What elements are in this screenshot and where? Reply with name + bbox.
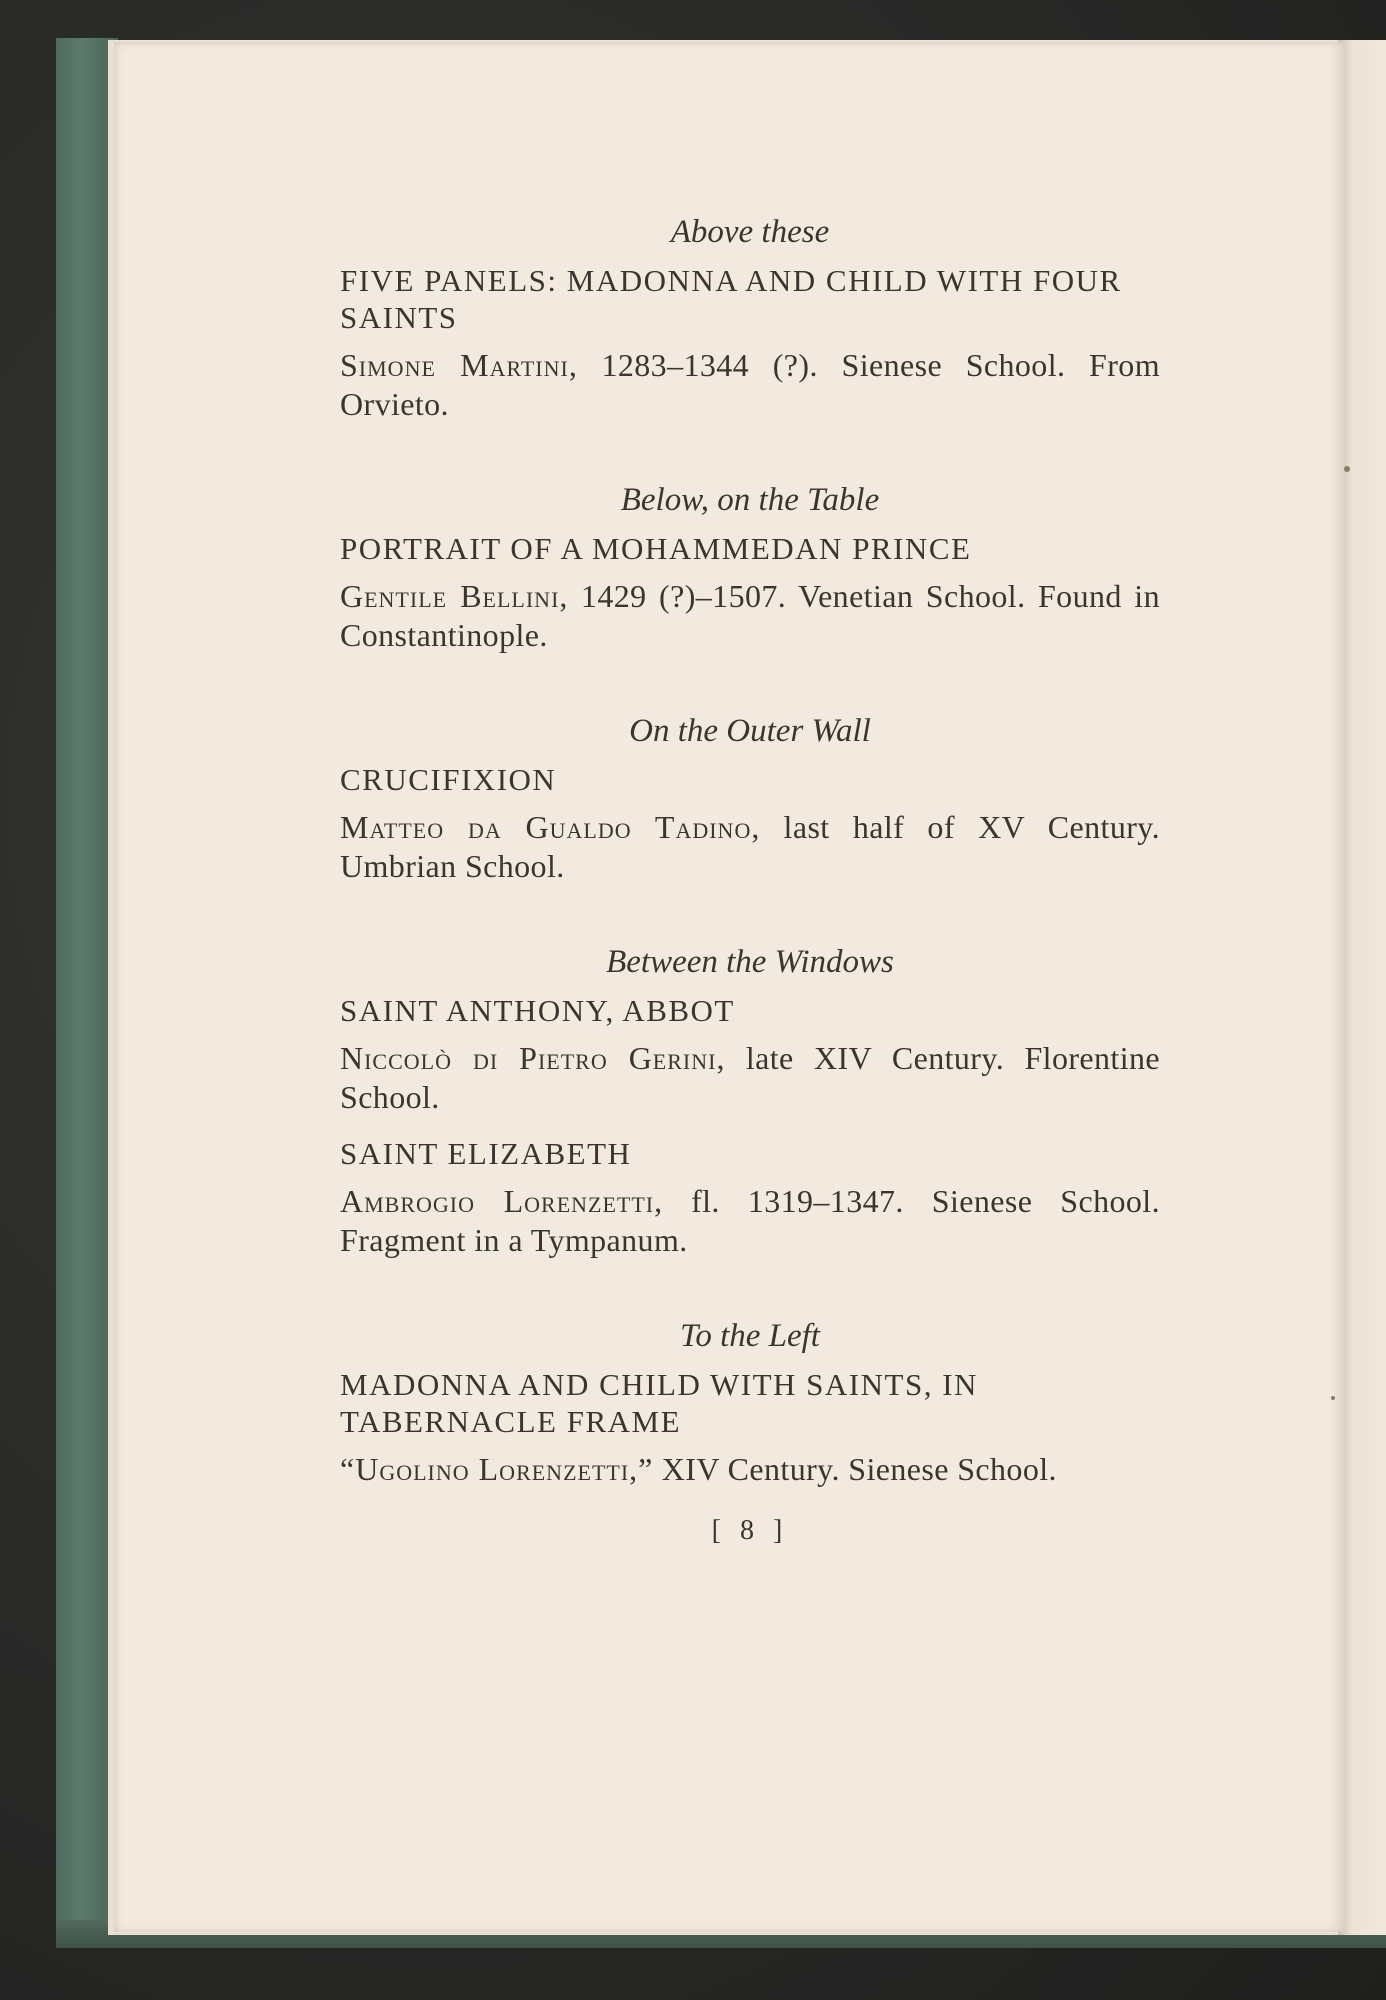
artwork-attribution [340,1182,1160,1260]
artwork-attribution [340,808,1160,886]
page-number: [ 8 ] [711,1515,789,1546]
paper-speck [1344,466,1350,472]
artist-name: Matteo da Gualdo Tadino, [340,809,761,845]
section-heading: Between the Windows [606,944,894,980]
section-heading: Above these [670,214,830,250]
artwork-title: MADONNA AND CHILD WITH SAINTS, IN TABERNACLE FRAME [340,1367,978,1439]
artwork-attribution [340,1039,1160,1117]
artist-name: Ambrogio Lorenzetti, [340,1183,664,1219]
artist-name: Gentile Bellini, [340,578,569,614]
artwork-details: fl. 1319–1347. Sienese School. Fragment in a Tympanum. [340,1183,1160,1258]
artwork-title: PORTRAIT OF A MOHAMMEDAN PRINCE [340,531,972,566]
artwork-attribution [340,577,1160,655]
section-heading: To the Left [680,1318,820,1354]
artwork-details: last half of XV Century. Umbrian School. [340,809,1160,884]
artwork-details: 1283–1344 (?). Sienese School. From Orvieto. [340,347,1160,422]
artwork-title: SAINT ELIZABETH [340,1136,632,1171]
artwork-title: FIVE PANELS: MADONNA AND CHILD WITH FOUR SAINTS [340,263,1122,335]
text-column [340,212,1160,1575]
section-heading: On the Outer Wall [629,713,871,749]
facing-page-edge [1338,40,1386,1935]
section-to-the-left [340,1316,1160,1489]
paper-speck [1331,1396,1335,1400]
artwork-details: late XIV Century. Florentine School. [340,1040,1160,1115]
section-heading: Below, on the Table [620,482,880,518]
artist-name: Simone Martini, [340,347,578,383]
section-between-the-windows [340,942,1160,1260]
section-on-the-outer-wall [340,711,1160,886]
artist-name: Niccolò di Pietro Gerini, [340,1040,726,1076]
artwork-title: SAINT ANTHONY, ABBOT [340,993,735,1028]
artwork-attribution [340,1450,1160,1489]
artwork-details: 1429 (?)–1507. Venetian School. Found in Constantinople. [340,578,1160,653]
section-below-on-the-table [340,480,1160,655]
section-above-these [340,212,1160,424]
artwork-title: CRUCIFIXION [340,762,557,797]
artwork-details: XIV Century. Sienese School. [653,1451,1057,1487]
artwork-attribution [340,346,1160,424]
artist-name: “Ugolino Lorenzetti,” [340,1451,654,1487]
